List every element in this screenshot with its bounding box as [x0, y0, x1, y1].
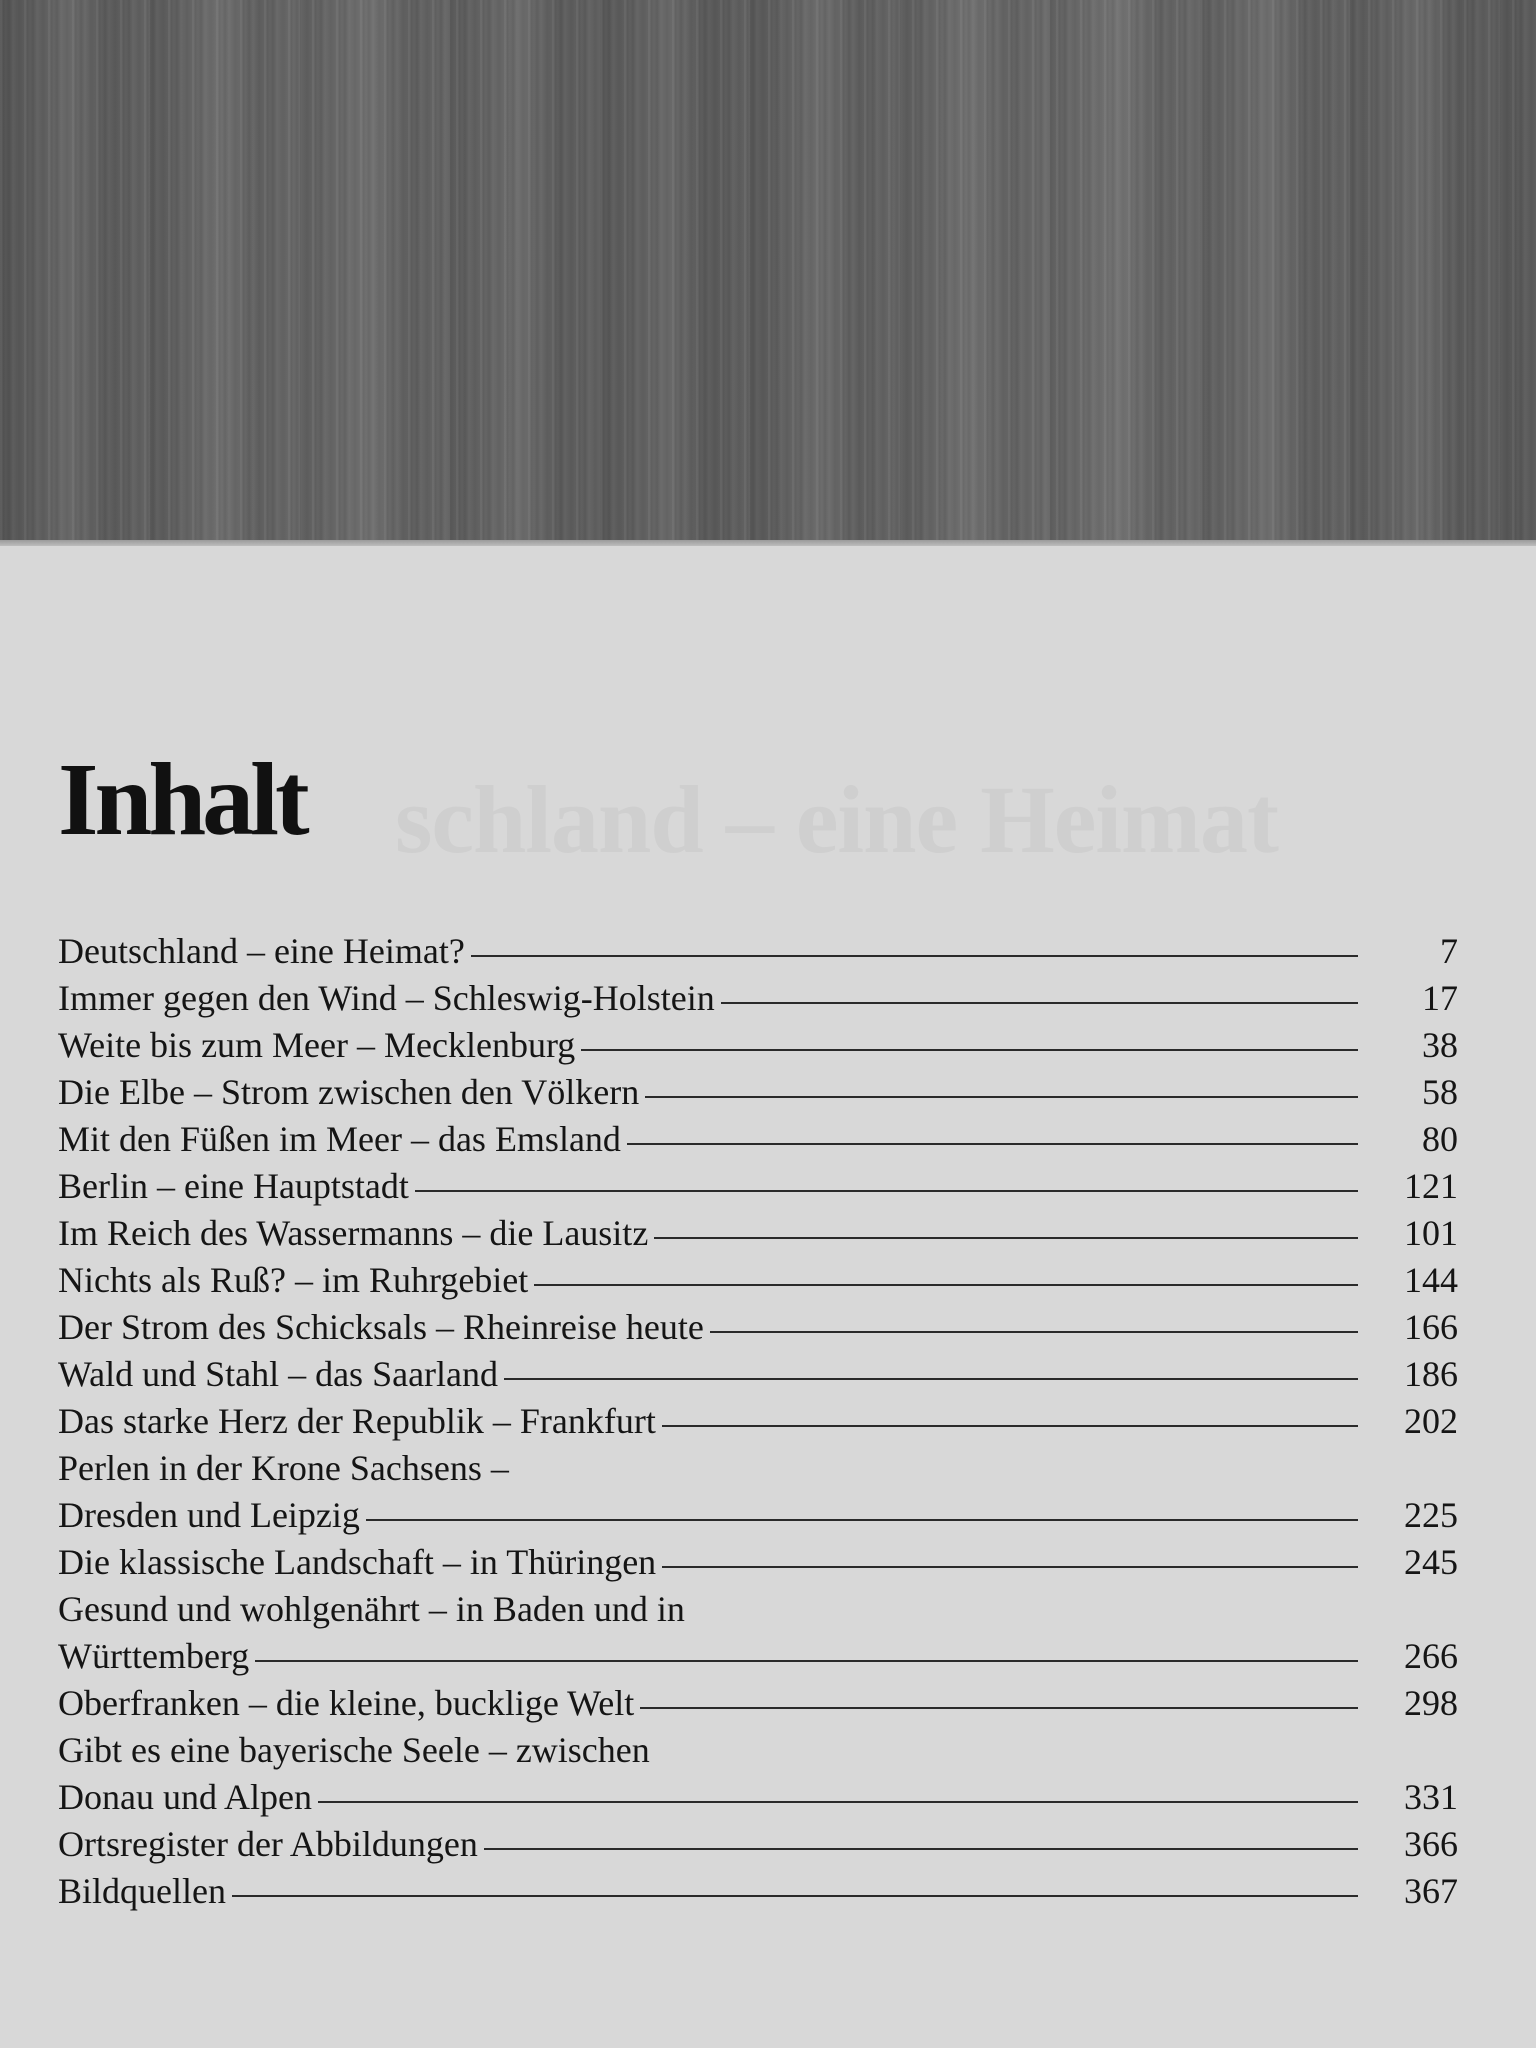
toc-entry-title: Im Reich des Wassermanns – die Lausitz [58, 1213, 649, 1253]
leader-line [255, 1660, 1358, 1662]
leader-line [232, 1895, 1358, 1897]
toc-entry [58, 1304, 1458, 1351]
toc-entry-title: Wald und Stahl – das Saarland [58, 1354, 499, 1394]
toc-entry [58, 1163, 1458, 1210]
toc-page-number: 186 [1404, 1354, 1458, 1394]
toc-entry-row [58, 1257, 1366, 1304]
page-title: Inhalt [58, 742, 306, 857]
leader-line [484, 1848, 1358, 1850]
leader-line [721, 1002, 1358, 1004]
toc-page-number: 366 [1404, 1824, 1458, 1864]
toc-page-number: 367 [1404, 1871, 1458, 1911]
wooden-surface [0, 0, 1536, 546]
toc-entry-title: Bildquellen [58, 1871, 226, 1911]
toc-entry-title-line: Gesund und wohlgenährt – in Baden und in [58, 1589, 685, 1629]
show-through-text: schland – eine Heimat [395, 766, 1278, 873]
toc-entry-row [58, 1821, 1366, 1868]
toc-entry-row [58, 1069, 1366, 1116]
toc-page-number: 80 [1422, 1119, 1458, 1159]
toc-page-number: 202 [1404, 1401, 1458, 1441]
leader-line [645, 1096, 1358, 1098]
toc-entry-row [58, 975, 1366, 1022]
toc-entry-title: Dresden und Leipzig [58, 1495, 360, 1535]
toc-entry-row [58, 1539, 1366, 1586]
toc-entry-row [58, 1351, 1366, 1398]
toc-page-number: 38 [1422, 1025, 1458, 1065]
toc-entry-title: Weite bis zum Meer – Mecklenburg [58, 1025, 576, 1065]
toc-entry-title: Berlin – eine Hauptstadt [58, 1166, 409, 1206]
toc-entry-row [58, 1633, 1366, 1680]
toc-entry [58, 1586, 1458, 1680]
toc-page-number: 58 [1422, 1072, 1458, 1112]
toc-entry [58, 1727, 1458, 1821]
toc-entry [58, 1210, 1458, 1257]
toc-entry [58, 975, 1458, 1022]
toc-entry [58, 1539, 1458, 1586]
toc-page-number: 331 [1404, 1777, 1458, 1817]
leader-line [640, 1707, 1358, 1709]
toc-entry-title: Die Elbe – Strom zwischen den Völkern [58, 1072, 640, 1112]
leader-line [318, 1801, 1358, 1803]
toc-entry-title: Der Strom des Schicksals – Rheinreise heute [58, 1307, 704, 1347]
toc-page-number: 245 [1404, 1542, 1458, 1582]
toc-entry-title: Oberfranken – die kleine, bucklige Welt [58, 1683, 635, 1723]
toc-entry-row [58, 1116, 1366, 1163]
leader-line [662, 1425, 1358, 1427]
toc-page-number: 144 [1404, 1260, 1458, 1300]
leader-line [471, 955, 1358, 957]
toc-entry-row [58, 1680, 1366, 1727]
toc-entry-title: Ortsregister der Abbildungen [58, 1824, 478, 1864]
toc-entry-row [58, 1774, 1366, 1821]
toc-entry [58, 1069, 1458, 1116]
toc-entry-title-line: Gibt es eine bayerische Seele – zwischen [58, 1730, 650, 1770]
leader-line [504, 1378, 1358, 1380]
toc-entry-row [58, 928, 1366, 975]
toc-entry [58, 1868, 1458, 1915]
toc-entry [58, 1116, 1458, 1163]
toc-entry [58, 1445, 1458, 1539]
toc-entry-title: Das starke Herz der Republik – Frankfurt [58, 1401, 656, 1441]
toc-page-number: 121 [1404, 1166, 1458, 1206]
leader-line [415, 1190, 1358, 1192]
toc-page-number: 101 [1404, 1213, 1458, 1253]
leader-line [534, 1284, 1358, 1286]
toc-page-number: 166 [1404, 1307, 1458, 1347]
toc-entry-title: Deutschland – eine Heimat? [58, 931, 465, 971]
toc-entry [58, 1257, 1458, 1304]
toc-page-number: 7 [1440, 931, 1458, 971]
toc-entry-title: Nichts als Ruß? – im Ruhrgebiet [58, 1260, 529, 1300]
table-of-contents [58, 928, 1458, 1915]
toc-entry-title: Immer gegen den Wind – Schleswig-Holstein [58, 978, 715, 1018]
leader-line [710, 1331, 1358, 1333]
toc-entry-row [58, 1210, 1366, 1257]
toc-entry [58, 1821, 1458, 1868]
toc-entry-title-line: Perlen in der Krone Sachsens – [58, 1448, 509, 1488]
toc-entry [58, 1351, 1458, 1398]
leader-line [654, 1237, 1358, 1239]
toc-page-number: 266 [1404, 1636, 1458, 1676]
toc-entry [58, 1398, 1458, 1445]
toc-entry-title: Donau und Alpen [58, 1777, 312, 1817]
toc-entry-title: Die klassische Landschaft – in Thüringen [58, 1542, 657, 1582]
toc-entry-row [58, 1022, 1366, 1069]
leader-line [366, 1519, 1358, 1521]
toc-page-number: 298 [1404, 1683, 1458, 1723]
toc-page-number: 17 [1422, 978, 1458, 1018]
toc-entry-title: Mit den Füßen im Meer – das Emsland [58, 1119, 621, 1159]
toc-entry [58, 1022, 1458, 1069]
toc-entry-row [58, 1492, 1366, 1539]
toc-entry [58, 1680, 1458, 1727]
toc-entry-row [58, 1304, 1366, 1351]
toc-entry-title: Württemberg [58, 1636, 250, 1676]
leader-line [662, 1566, 1358, 1568]
leader-line [581, 1049, 1358, 1051]
leader-line [627, 1143, 1358, 1145]
toc-entry [58, 928, 1458, 975]
toc-entry-row [58, 1868, 1366, 1915]
toc-page-number: 225 [1404, 1495, 1458, 1535]
toc-entry-row [58, 1398, 1366, 1445]
toc-entry-row [58, 1163, 1366, 1210]
